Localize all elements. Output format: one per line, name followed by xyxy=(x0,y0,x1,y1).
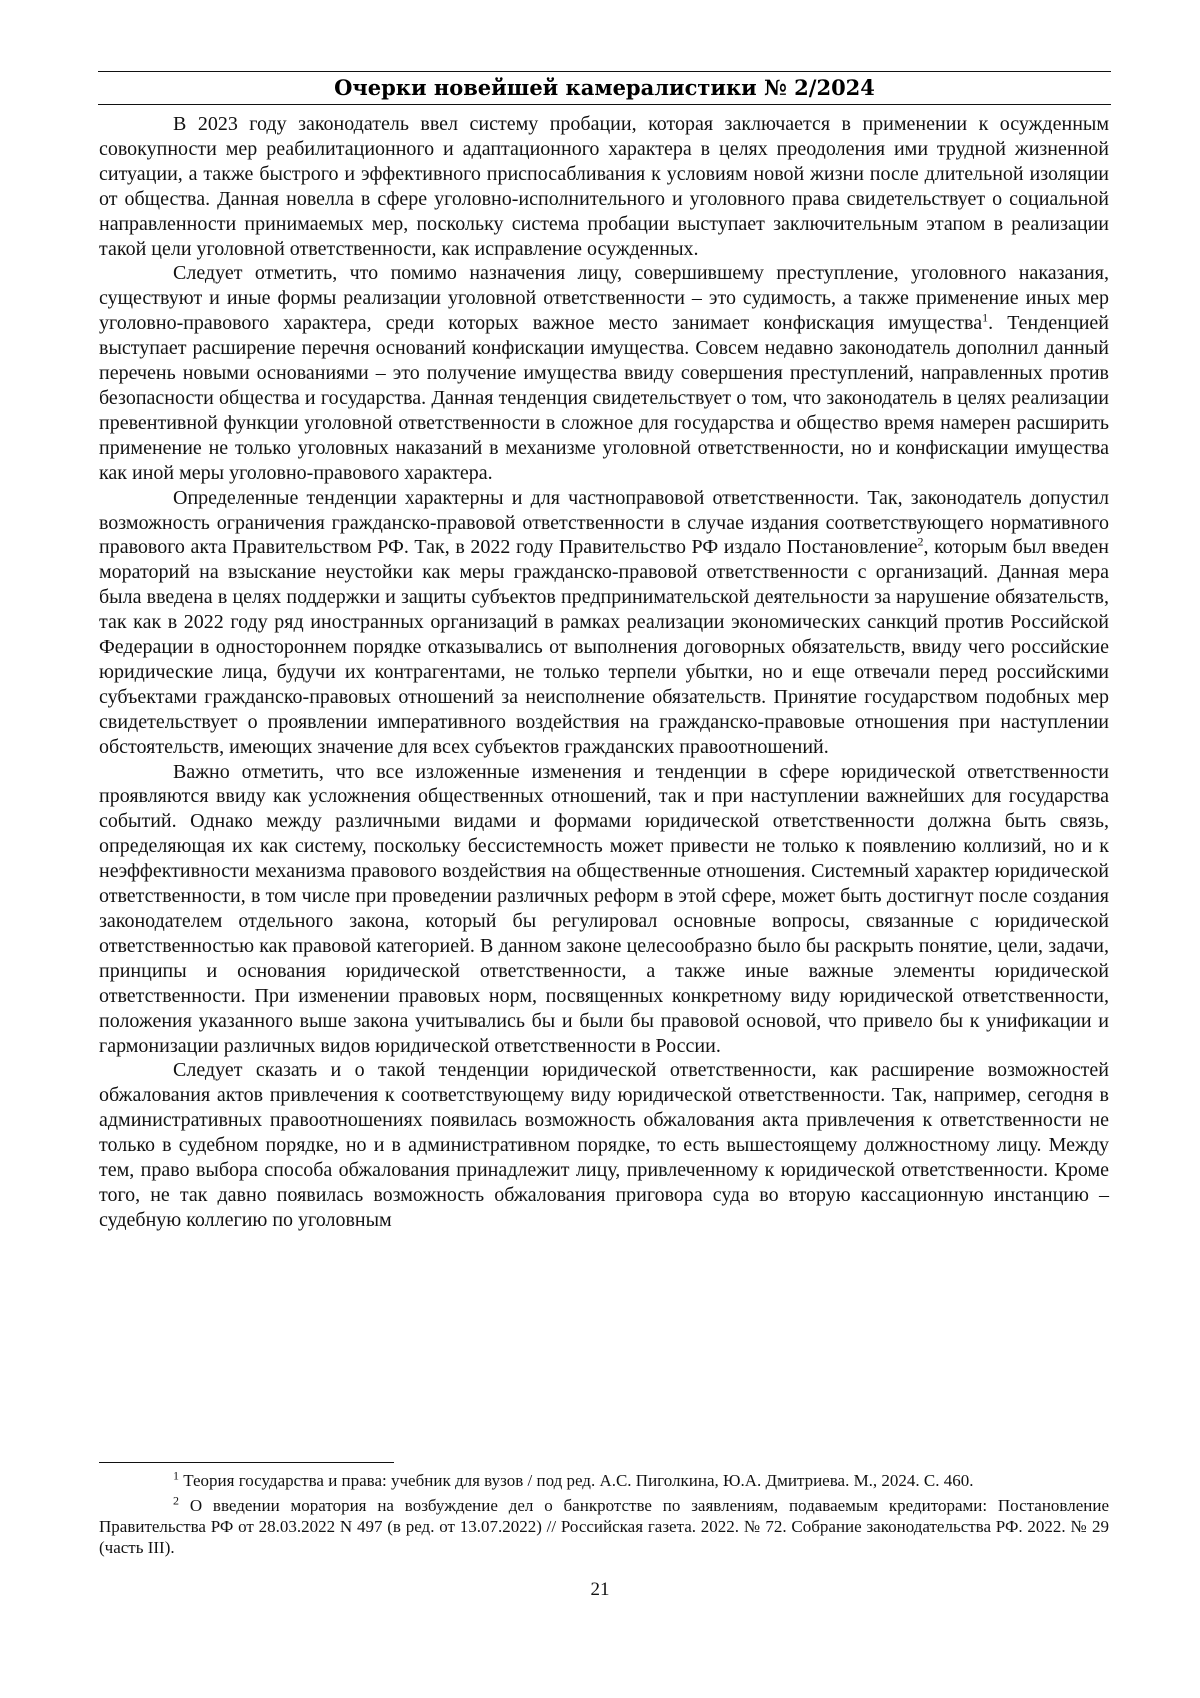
footnote-ref-2[interactable]: 2 xyxy=(917,535,923,549)
page-number: 21 xyxy=(0,1579,1200,1601)
footnotes xyxy=(99,1470,1109,1562)
footnote-separator xyxy=(99,1462,394,1463)
footnote-number: 2 xyxy=(173,1493,179,1507)
article-body xyxy=(99,112,1109,1233)
footnote-2 xyxy=(99,1495,1109,1558)
paragraph-text: , которым был введен мораторий на взыскание неустойки как меры гражданско-правовой ответственности с организаций. Данная мера была введена в целях поддержки и защиты субъектов предпринимательской деятельности за нарушение обязательств, так как в 2022 году ряд иностранных организаций в рамках реализации экономических санкций против Российской Федерации в одностороннем порядке отказывались от выполнения договорных обязательств, ввиду чего российские юридические лица, будучи их контрагентами, не только терпели убытки, но и еще отвечали перед российскими субъектами гражданско-правовых отношений за неисполнение обязательств. Принятие государством подобных мер свидетельствует о проявлении императивного воздействия на гражданско-правовые отношения при наступлении обстоятельств, имеющих значение для всех субъектов гражданских правоотношений. xyxy=(99,536,1109,757)
footnote-1 xyxy=(99,1470,1109,1491)
footnote-ref-1[interactable]: 1 xyxy=(982,311,988,325)
paragraph-text: Определенные тенденции характерны и для частноправовой ответственности. Так, законодатель допустил возможность ограничения гражданско-правовой ответственности в случае издания соответствующего нормативного правового акта Правительством РФ. Так, в 2022 году Правительство РФ издало Постановление xyxy=(99,487,1109,559)
paragraph-private-law-liability xyxy=(99,486,1109,760)
paragraph-text: . Тенденцией выступает расширение перечня оснований конфискации имущества. Совсем недавно законодатель дополнил данный перечень новыми основаниями – это получение имущества ввиду совершения преступлений, направленных против безопасности общества и государства. Данная тенденция свидетельствует о том, что законодатель в целях реализации превентивной функции уголовной ответственности в сложное для государства и общество время намерен расширить применение не только уголовных наказаний в механизме уголовной ответственности, но и конфискации имущества как иной меры уголовно-правового характера. xyxy=(99,312,1109,483)
journal-title: Очерки новейшей камералистики № 2/2024 xyxy=(334,75,875,100)
paragraph-appeal-possibilities: Следует сказать и о такой тенденции юридической ответственности, как расширение возможностей обжалования актов привлечения к соответствующему виду юридической ответственности. Так, например, сегодня в административных правоотношениях появилась возможность обжалования акта привлечения к ответственности не только в судебном порядке, но и в административном порядке, то есть вышестоящему должностному лицу. Между тем, право выбора способа обжалования принадлежит лицу, привлеченному к юридической ответственности. Кроме того, не так давно появилась возможность обжалования приговора суда во вторую кассационную инстанцию – судебную коллегию по уголовным xyxy=(99,1058,1109,1232)
running-header xyxy=(98,71,1111,105)
footnote-text: Теория государства и права: учебник для вузов / под ред. А.С. Пиголкина, Ю.А. Дмитриева. М., 2024. С. 460. xyxy=(179,1471,974,1490)
paragraph-criminal-liability xyxy=(99,261,1109,485)
paragraph-probation: В 2023 году законодатель ввел систему пробации, которая заключается в применении к осужденным совокупности мер реабилитационного и адаптационного характера в целях преодоления ими трудной жизненной ситуации, а также быстрого и эффективного приспосабливания к условиям новой жизни после длительной изоляции от общества. Данная новелла в сфере уголовно-исполнительного и уголовного права свидетельствует о социальной направленности принимаемых мер, поскольку система пробации выступает заключительным этапом в реализации такой цели уголовной ответственности, как исправление осужденных. xyxy=(99,112,1109,261)
journal-page xyxy=(0,0,1200,1698)
footnote-text: О введении моратория на возбуждение дел о банкротстве по заявлениям, подаваемым кредиторами: Постановление Правительства РФ от 28.03.2022 N 497 (в ред. от 13.07.2022) // Российская газета. 2022. № 72. Собрание законодательства РФ. 2022. № 29 (часть III). xyxy=(99,1496,1109,1557)
paragraph-text: Следует отметить, что помимо назначения лицу, совершившему преступление, уголовного наказания, существуют и иные формы реализации уголовной ответственности – это судимость, а также применение иных мер уголовно-правового характера, среди которых важное место занимает конфискация имущества xyxy=(99,262,1109,334)
footnote-number: 1 xyxy=(173,1468,179,1482)
paragraph-system-of-liability: Важно отметить, что все изложенные изменения и тенденции в сфере юридической ответственности проявляются ввиду как усложнения общественных отношений, так и при наступлении важнейших для государства событий. Однако между различными видами и формами юридической ответственности должна быть связь, определяющая их как систему, поскольку бессистемность может привести не только к появлению коллизий, но и к неэффективности механизма правового воздействия на общественные отношения. Системный характер юридической ответственности, в том числе при проведении различных реформ в этой сфере, может быть достигнут после создания законодателем отдельного закона, который бы регулировал основные вопросы, связанные с юридической ответственностью как правовой категорией. В данном законе целесообразно было бы раскрыть понятие, цели, задачи, принципы и основания юридической ответственности, а также иные важные элементы юридической ответственности. При изменении правовых норм, посвященных конкретному виду юридической ответственности, положения указанного выше закона учитывались бы и были бы правовой основой, что привело бы к унификации и гармонизации различных видов юридической ответственности в России. xyxy=(99,760,1109,1059)
